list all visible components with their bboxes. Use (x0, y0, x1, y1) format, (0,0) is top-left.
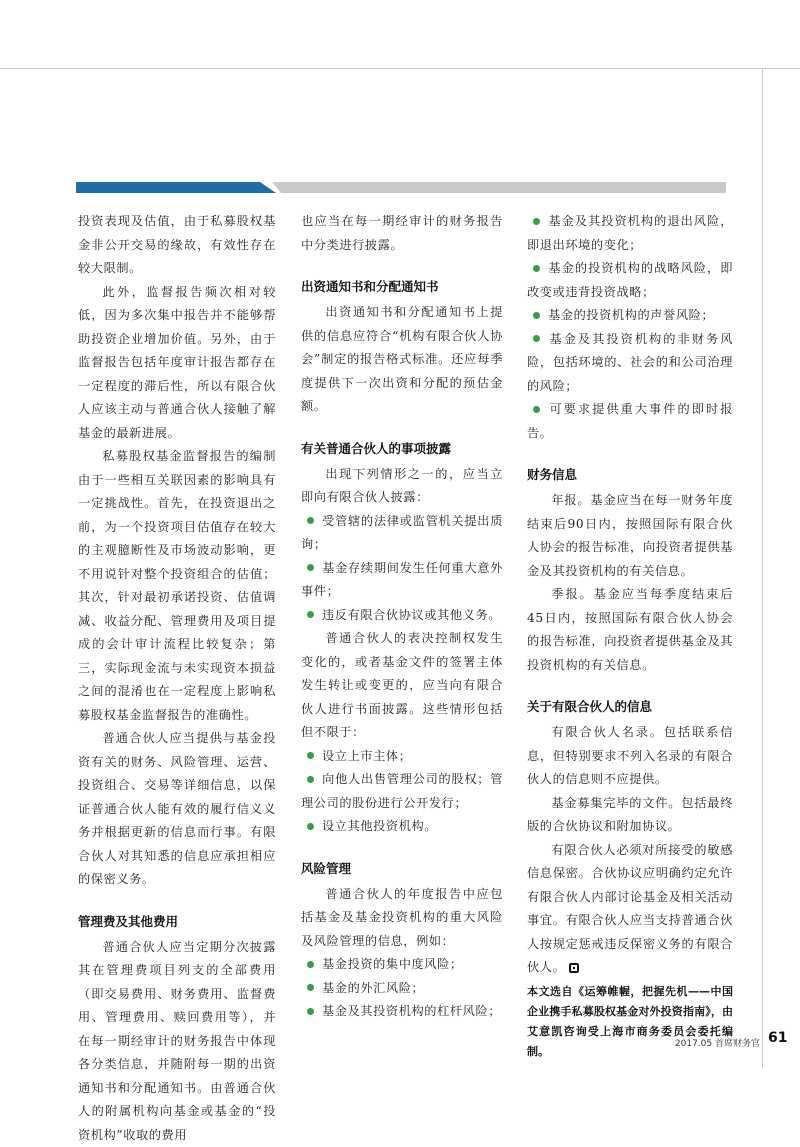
bullet-text: 基金及其投资机构的杠杆风险； (322, 1004, 501, 1018)
page-number: 61 (768, 1030, 787, 1046)
magazine-name: 首席财务官 (715, 1039, 760, 1049)
paragraph: 此外，监督报告频次相对较低，因为多次集中报告并不能够帮助投资企业增加价值。另外，由于监督报告包括年度审计报告都存在一定程度的滞后性，所以有限合伙人应该主动与普通合伙人接触了解基金的最新进展。 (78, 281, 276, 446)
right-margin-rule (762, 68, 763, 1068)
bullet-text: 设立上市主体； (322, 749, 412, 763)
section-heading-lp-info: 关于有限合伙人的信息 (527, 695, 733, 719)
top-rule (0, 68, 800, 69)
paragraph: 出现下列情形之一的，应当立即向有限合伙人披露： (301, 463, 503, 510)
bullet-dot-icon (307, 984, 314, 991)
bullet-dot-icon (533, 218, 540, 225)
bullet-text: 基金投资的集中度风险； (322, 957, 463, 971)
bullet-dot-icon (533, 312, 540, 319)
bullet-text: 基金及其投资机构的非财务风险，包括环境的、社会的和公司治理的风险； (527, 332, 733, 393)
bullet-dot-icon (307, 611, 314, 618)
bullet-dot-icon (307, 961, 314, 968)
bullet-item (301, 604, 503, 628)
paragraph: 季报。基金应当每季度结束后45日内，按照国际有限合伙人协会的报告标准，向投资者提供基金及其投资机构的有关信息。 (527, 583, 733, 677)
bullet-dot-icon (533, 335, 540, 342)
bullet-item (301, 745, 503, 769)
bullet-item (301, 1000, 503, 1024)
bullet-dot-icon (533, 406, 540, 413)
paragraph: 有限合伙人名录。包括联系信息，但特别要求不列入名录的有限合伙人的信息则不应提供。 (527, 721, 733, 792)
bullet-text: 违反有限合伙协议或其他义务。 (322, 608, 501, 622)
bullet-text: 可要求提供重大事件的即时报告。 (527, 402, 733, 440)
bullet-text: 基金的投资机构的战略风险，即改变或违背投资战略； (527, 261, 733, 299)
bullet-dot-icon (307, 564, 314, 571)
bullet-dot-icon (307, 752, 314, 759)
bullet-item (527, 398, 733, 445)
column-2 (301, 210, 503, 1024)
paragraph: 出资通知书和分配通知书上提供的信息应符合“机构有限合伙人协会”制定的报告格式标准。还应每季度提供下一次出资和分配的预估金额。 (301, 301, 503, 419)
section-heading-financial: 财务信息 (527, 463, 733, 487)
paragraph: 私募股权基金监督报告的编制由于一些相互关联因素的影响具有一定挑战性。首先，在投资退出之前，为一个投资项目估值存在较大的主观臆断性及市场波动影响，更不用说针对整个投资组合的估值；其次，针对最初承诺投资、估值调减、收益分配、管理费用及项目提成的会计审计流程比较复杂；第三，实际现金流与未实现资本损益之间的混淆也在一定程度上影响私募股权基金监督报告的准确性。 (78, 445, 276, 727)
paragraph: 年报。基金应当在每一财务年度结束后90日内，按照国际有限合伙人协会的报告标准，向投资者提供基金及其投资机构的有关信息。 (527, 489, 733, 583)
bullet-dot-icon (307, 823, 314, 830)
paragraph: 基金募集完毕的文件。包括最终版的合伙协议和附加协议。 (527, 792, 733, 839)
bullet-text: 向他人出售管理公司的股权；管理公司的股份进行公开发行； (301, 772, 503, 810)
bullet-item (301, 815, 503, 839)
source-note: 本文选自《运筹帷幄，把握先机——中国企业携手私募股权基金对外投资指南》，由艾意凯咨询受上海市商务委员会委托编制。 (527, 982, 733, 1062)
header-band-blue (76, 182, 276, 193)
bullet-dot-icon (307, 776, 314, 783)
bullet-item (301, 977, 503, 1001)
paragraph: 普通合伙人应当定期分次披露其在管理费项目列支的全部费用（即交易费用、财务费用、监督费用、管理费用、赎回费用等），并在每一期经审计的财务报告中体现各分类信息，并随附每一期的出资通知书和分配通知书。由普通合伙人的附属机构向基金或基金的“投资机构”收取的费用 (78, 936, 276, 1147)
paragraph: 普通合伙人应当提供与基金投资有关的财务、风险管理、运营、投资组合、交易等详细信息，以保证普通合伙人能有效的履行信义义务并根据更新的信息而行事。有限合伙人对其知悉的信息应承担相应的保密义务。 (78, 727, 276, 892)
bullet-item (301, 510, 503, 557)
paragraph: 普通合伙人的年度报告中应包括基金及基金投资机构的重大风险及风险管理的信息，例如： (301, 883, 503, 954)
paragraph-text: 有限合伙人必须对所接受的敏感信息保密。合伙协议应明确约定允许有限合伙人内部讨论基金及相关活动事宜。有限合伙人应当支持普通合伙人按规定惩戒违反保密义务的有限合伙人。 (527, 843, 733, 975)
issue-date: 2017.05 (675, 1039, 712, 1049)
paragraph: 普通合伙人的表决控制权发生变化的，或者基金文件的签署主体发生转让或变更的，应当向有限合伙人进行书面披露。这些情形包括但不限于： (301, 627, 503, 745)
bullet-text: 受管辖的法律或监管机关提出质询； (301, 514, 503, 552)
end-mark-icon (569, 963, 579, 973)
bullet-text: 基金的投资机构的声誉风险； (548, 308, 714, 322)
paragraph: 也应当在每一期经审计的财务报告中分类进行披露。 (301, 210, 503, 257)
bullet-text: 设立其他投资机构。 (322, 819, 437, 833)
section-heading-risk: 风险管理 (301, 857, 503, 881)
page-footer (620, 1036, 760, 1049)
bullet-item (527, 328, 733, 399)
paragraph: 投资表现及估值，由于私募股权基金非公开交易的缘故，有效性存在较大限制。 (78, 210, 276, 281)
bullet-item (301, 557, 503, 604)
bullet-item (527, 257, 733, 304)
section-heading-notices: 出资通知书和分配通知书 (301, 275, 503, 299)
bullet-text: 基金及其投资机构的退出风险，即退出环境的变化； (527, 214, 733, 252)
bullet-dot-icon (533, 265, 540, 272)
bullet-item (527, 304, 733, 328)
bullet-text: 基金存续期间发生任何重大意外事件； (301, 561, 503, 599)
bullet-text: 基金的外汇风险； (322, 981, 424, 995)
bullet-dot-icon (307, 1008, 314, 1015)
bullet-dot-icon (307, 517, 314, 524)
bullet-item (527, 210, 733, 257)
section-heading-gp-disclosure: 有关普通合伙人的事项披露 (301, 437, 503, 461)
column-1 (78, 210, 276, 1147)
header-band (76, 182, 726, 193)
paragraph (527, 839, 733, 980)
section-heading-fees: 管理费及其他费用 (78, 910, 276, 934)
bullet-item (301, 953, 503, 977)
column-3 (527, 210, 733, 1062)
header-band-gray (272, 182, 726, 193)
bullet-item (301, 768, 503, 815)
